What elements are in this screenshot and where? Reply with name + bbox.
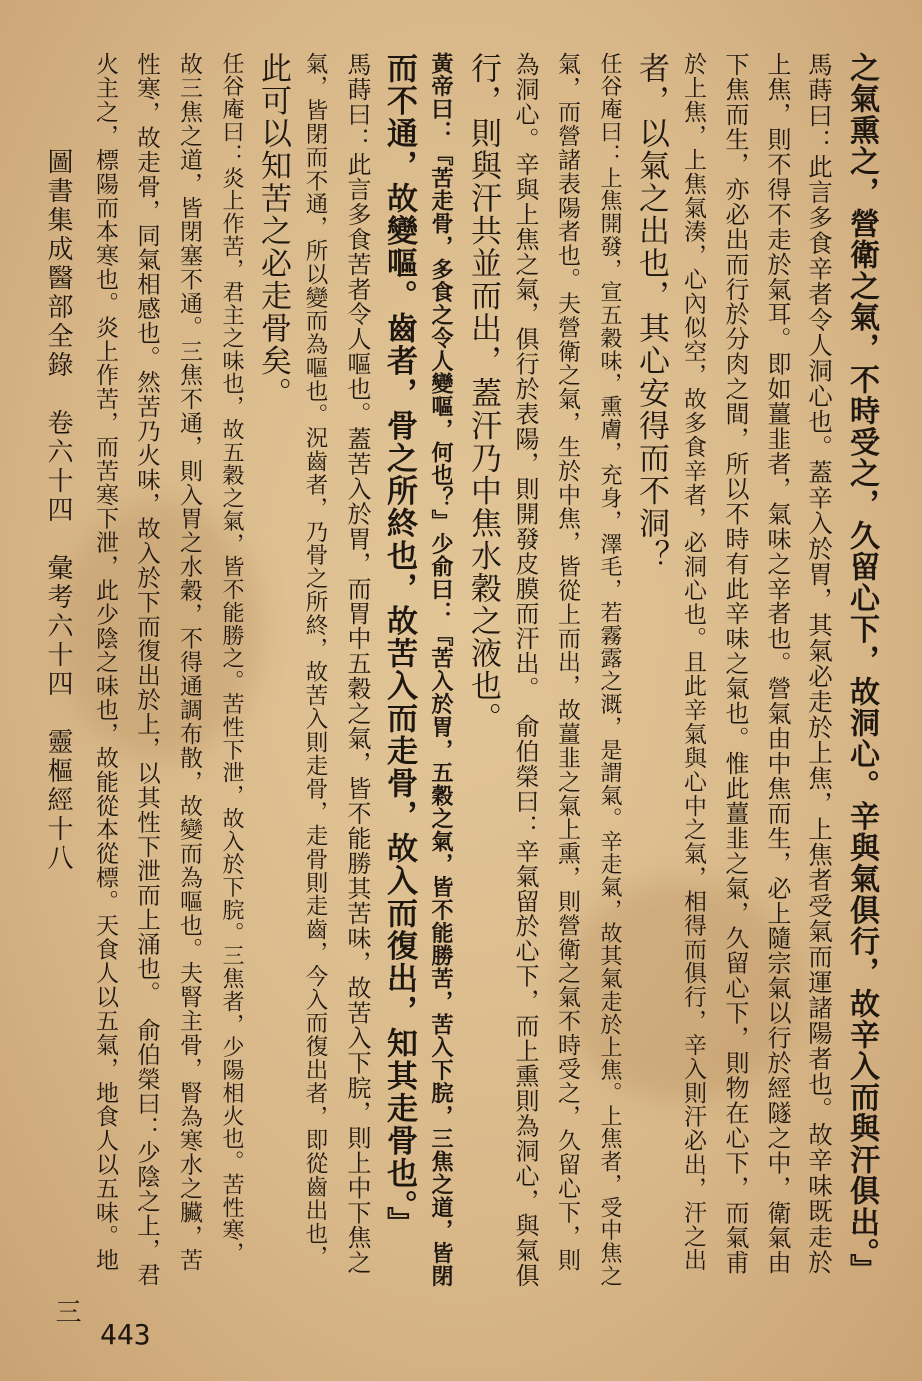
text-column: 氣，皆閉而不通，所以變而為嘔也。況齒者，乃骨之所終，故苦入則走骨，走骨則走齒，今入而復出者，即從齒出也， [302,52,328,1269]
page-number: 443 [100,1318,151,1351]
text-column: 黃帝曰：『苦走骨，多食之令人變嘔，何也？』少俞曰：『苦入於胃，五穀之氣，皆不能勝苦，苦入下脘，三焦之道，皆閉 [428,52,454,1288]
text-column: 氣，而營諸表陽者也。夫營衛之氣，生於中焦，皆從上而出，故薑韭之氣上熏，則營衛之氣不時受之，久留心下，則 [554,52,580,1272]
text-column: 此可以知苦之必走骨矣。 [255,52,291,410]
text-column: 於上焦，上焦氣湊，心內似空，故多食辛者，必洞心也。且此辛氣與心中之氣，相得而俱行，辛入則汗必出，汗之出 [680,52,706,1272]
text-column: 者，以氣之出也，其心安得而不洞？ [633,52,669,572]
folio-number: 三 [51,1298,81,1324]
text-column: 馬蒔曰：此言多食辛者令人洞心也。蓋辛入於胃，其氣必走於上焦，上焦者受氣而運諸陽者也。故辛味既走於 [805,52,834,1276]
text-column: 上焦，則不得不走於氣耳。即如薑韭者，氣味之辛者也。營氣由中焦而生，必上隨宗氣以行於經隧之中，衛氣由 [763,52,791,1276]
text-column: 任谷庵曰：炎上作苦，君主之味也，故五穀之氣，皆不能勝之。苦性下泄，故入於下脘。三焦者，少陽相火也。苦性寒， [219,52,244,1265]
text-column: 馬蒔曰：此言多食苦者令人嘔也。蓋苦入於胃，而胃中五穀之氣，皆不能勝其苦味，故苦入下脘，則上中下焦之 [343,52,371,1276]
text-column: 而不通，故變嘔。齒者，骨之所終也，故苦入而走骨，故入而復出，知其走骨也。』 [381,52,417,1239]
text-column: 性寒，故走骨，同氣相感也。然苦乃火味，故入於下而復出於上，以其性下泄而上涌也。 俞伯榮曰：少陰之上，君 [133,52,161,1287]
text-column: 任谷庵曰：上焦開發，宣五穀味，熏膚，充身，澤毛，若霧露之溉，是謂氣。辛走氣，故其氣走於上焦。上焦者，受中焦之 [597,52,622,1288]
text-column: 行，則與汗共並而出，蓋汗乃中焦水穀之液也。 [465,52,501,735]
text-column: 為洞心。辛與上焦之氣，俱行於表陽，則開發皮膜而汗出。 俞伯榮曰：辛氣留於心下，而上熏則為洞心，與氣俱 [511,52,539,1288]
text-column: 故三焦之道，皆閉塞不通。三焦不通，則入胃之水穀，不得通調布散，故變而為嘔也。夫腎主骨，腎為寒水之臟，苦 [176,52,202,1272]
text-column: 下焦而生，亦必出而行於分肉之間，所以不時有此辛味之氣也。惟此薑韭之氣，久留心下，則物在心下，而氣甫 [721,52,749,1276]
text-column: 之氣熏之，營衛之氣，不時受之，久留心下，故洞心。辛與氣俱行，故辛入而與汗俱出。』 [844,52,879,1285]
text-column: 火主之，標陽而本寒也。炎上作苦，而苦寒下泄，此少陰之味也，故能從本從標。天食人以五氣，地食人以五味。地 [92,52,118,1272]
running-header: 圖書集成醫部全錄 卷六十四 彙考六十四 靈樞經十八 [43,148,73,873]
